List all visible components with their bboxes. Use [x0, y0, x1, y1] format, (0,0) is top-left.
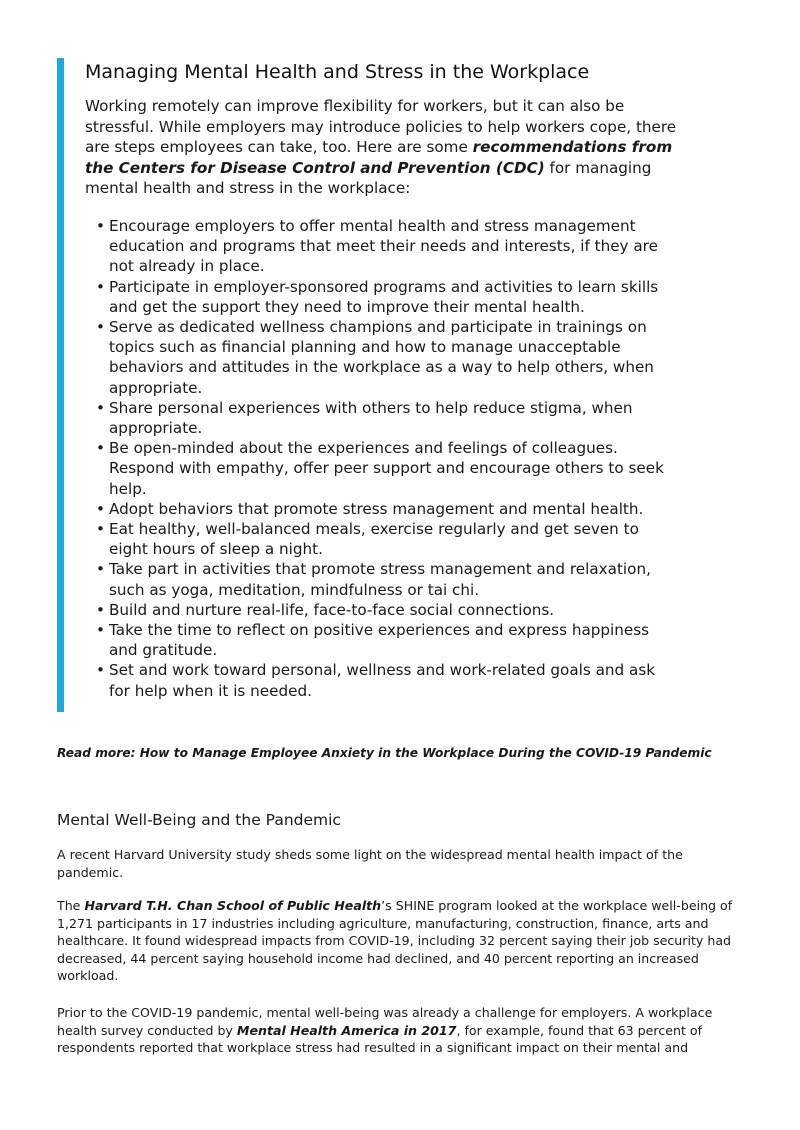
- callout-accent-bar: [57, 58, 64, 712]
- paragraph-prior-pandemic: [57, 1004, 747, 1057]
- p2-text-after: ’s SHINE program looked at the workplace well-being of 1,271 participants in 17 industries including agriculture, manufacturing, construction, finance, arts and healthcare. It found widespread impacts from COVID-19, including 32 percent saying their job security had decreased, 44 percent saying household income had declined, and 40 percent reporting an increased workload.: [57, 898, 733, 983]
- recommendations-list: [96, 216, 666, 701]
- list-item: • Participate in employer-sponsored programs and activities to learn skills and get the support they need to improve their mental health.: [96, 277, 666, 317]
- harvard-chan-school-link[interactable]: Harvard T.H. Chan School of Public Health: [84, 898, 382, 913]
- list-item: • Be open-minded about the experiences and feelings of colleagues. Respond with empathy, offer peer support and encourage others to seek help.: [96, 438, 666, 499]
- list-item: • Set and work toward personal, wellness and work-related goals and ask for help when it is needed.: [96, 660, 666, 700]
- callout-title: Managing Mental Health and Stress in the Workplace: [85, 61, 590, 83]
- p2-text-before: The: [57, 898, 85, 913]
- mental-health-america-link[interactable]: Mental Health America in 2017: [236, 1022, 457, 1038]
- callout-box: [57, 58, 697, 712]
- list-item: • Serve as dedicated wellness champions and participate in trainings on topics such as financial planning and how to manage unacceptable behaviors and attitudes in the workplace as a way to help others, when appropriate.: [96, 317, 666, 398]
- paragraph-harvard-study: A recent Harvard University study sheds some light on the widespread mental health impact of the pandemic.: [57, 847, 683, 880]
- p3-text-before: Prior to the COVID-19 pandemic, mental well-being was already a challenge for employers. A workplace health survey conducted by: [57, 1005, 713, 1038]
- p3-text-after: , for example, found that 63 percent of respondents reported that workplace stress had resulted in a significant impact on their mental and: [57, 1022, 703, 1055]
- list-item: • Share personal experiences with others to help reduce stigma, when appropriate.: [96, 398, 666, 438]
- paragraph-shine-program: [57, 897, 747, 985]
- list-item: • Encourage employers to offer mental health and stress management education and programs that meet their needs and interests, if they are not already in place.: [96, 216, 666, 277]
- cdc-recommendations-link[interactable]: recommendations from the Centers for Disease Control and Prevention (CDC): [85, 138, 673, 177]
- read-more-link[interactable]: Read more: How to Manage Employee Anxiety in the Workplace During the COVID-19 Pandemic: [57, 746, 712, 760]
- callout-intro: [85, 96, 685, 199]
- list-item: • Take the time to reflect on positive experiences and express happiness and gratitude.: [96, 620, 666, 660]
- intro-text-before: Working remotely can improve flexibility for workers, but it can also be stressful. While employers may introduce policies to help workers cope, there are steps employees can take, too. Here are some: [85, 97, 677, 156]
- list-item: • Take part in activities that promote stress management and relaxation, such as yoga, meditation, mindfulness or tai chi.: [96, 559, 666, 599]
- intro-text-after: for managing mental health and stress in the workplace:: [85, 158, 652, 197]
- list-item: • Adopt behaviors that promote stress management and mental health.: [96, 499, 666, 519]
- callout-body: [85, 58, 685, 199]
- list-item: • Eat healthy, well-balanced meals, exercise regularly and get seven to eight hours of sleep a night.: [96, 519, 666, 559]
- section-title: Mental Well-Being and the Pandemic: [57, 811, 341, 829]
- list-item: • Build and nurture real-life, face-to-face social connections.: [96, 600, 666, 620]
